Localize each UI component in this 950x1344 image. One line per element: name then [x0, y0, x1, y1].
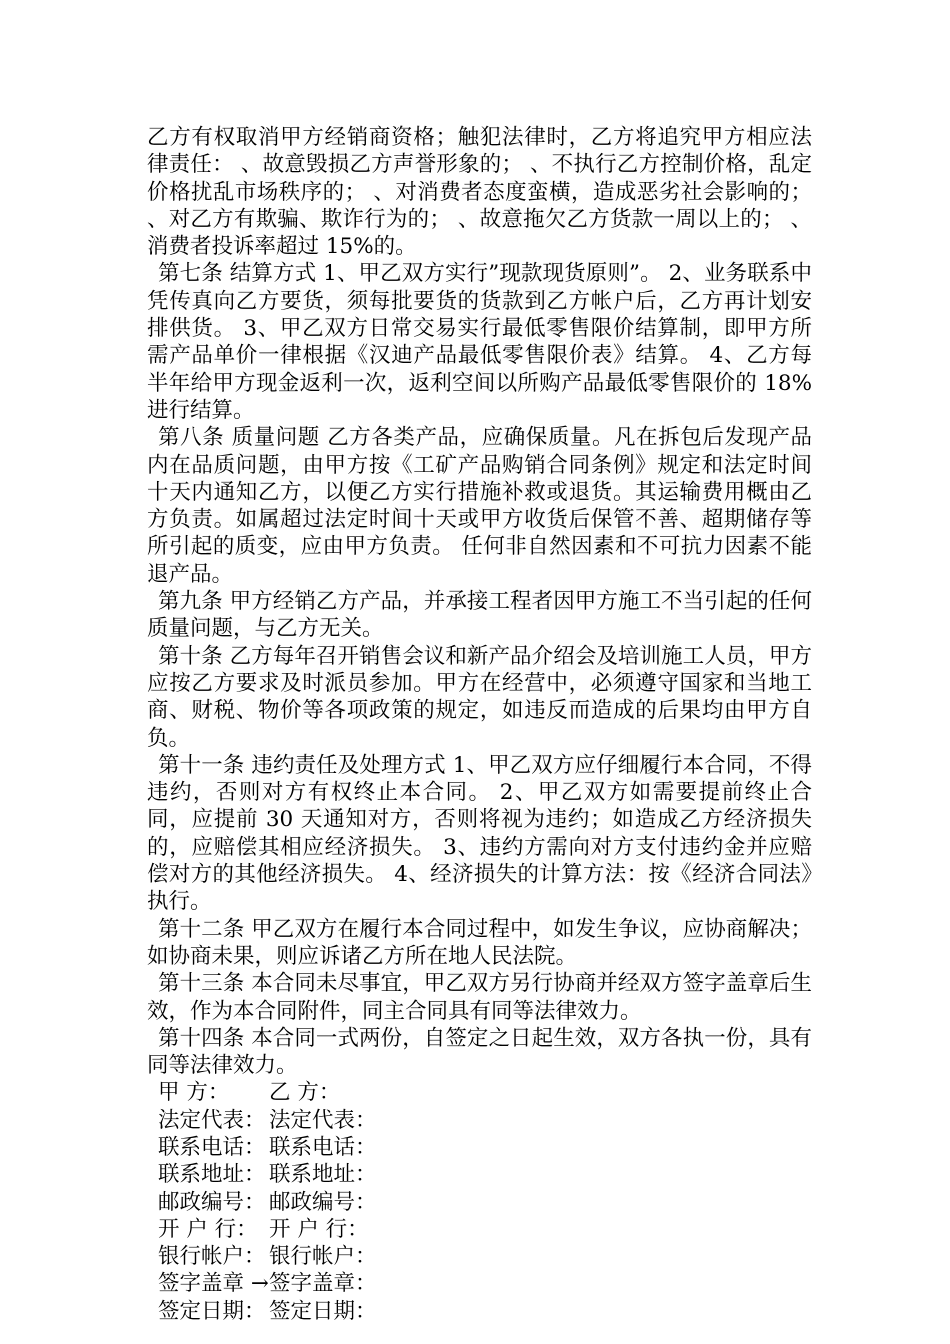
paragraph-article-8-quality: 第八条 质量问题 乙方各类产品，应确保质量。凡在拆包后发现产品内在品质问题，由甲方按《工矿产品购销合同条例》规定和法定时间十天内通知乙方，以便乙方实行措施补救或退货。其运输费用概由乙方负责。如属超过法定时间十天或甲方收货后保管不善、超期储存等所引起的质变，应由甲方负责。 任何非自然因素和不可抗力因素不能退产品。 — [147, 425, 812, 587]
contract-body — [147, 124, 812, 1325]
party-b-phone-label: 联系电话： — [269, 1134, 377, 1160]
signature-row-postcode — [147, 1189, 812, 1216]
paragraph-article-11-breach: 第十一条 违约责任及处理方式 1、甲乙双方应仔细履行本合同，不得违约，否则对方有权终止本合同。 2、甲乙双方如需要提前终止合同，应提前 30 天通知对方，否则将视为违约；如造成乙方经济损失的，应赔偿其相应经济损失。 3、违约方需向对方支付违约金并应赔偿对方的其他经济损失。 4、经济损失的计算方法：按《经济合同法》执行。 — [147, 752, 812, 915]
party-a-phone-label: 联系电话： — [158, 1134, 266, 1160]
signature-row-representative — [147, 1107, 812, 1134]
paragraph-article-13: 第十三条 本合同未尽事宜，甲乙双方另行协商并经双方签字盖章后生效，作为本合同附件，同主合同具有同等法律效力。 — [147, 971, 812, 1024]
signature-row-seal — [147, 1270, 812, 1297]
party-a-postcode-label: 邮政编号： — [158, 1189, 266, 1215]
signature-row-phone — [147, 1134, 812, 1161]
signature-row-address — [147, 1161, 812, 1188]
signature-row-party — [147, 1079, 812, 1106]
party-b-date-label: 签定日期： — [269, 1298, 377, 1324]
paragraph-article-7-settlement: 第七条 结算方式 1、甲乙双方实行”现款现货原则”。 2、业务联系中凭传真向乙方要货，须每批要货的货款到乙方帐户后，乙方再计划安排供货。 3、甲乙双方日常交易实行最低零售限价结算制，即甲方所需产品单价一律根据《汉迪产品最低零售限价表》结算。 4、乙方每半年给甲方现金返利一次，返利空间以所购产品最低零售限价的 18%进行结算。 — [147, 261, 812, 423]
party-a-bank-label: 开 户 行： — [158, 1216, 258, 1242]
party-a-address-label: 联系地址： — [158, 1162, 266, 1188]
paragraph-article-10: 第十条 乙方每年召开销售会议和新产品介绍会及培训施工人员，甲方应按乙方要求及时派员参加。甲方在经营中，必须遵守国家和当地工商、财税、物价等各项政策的规定，如违反而造成的后果均由甲方自负。 — [147, 643, 812, 751]
party-b-account-label: 银行帐户： — [269, 1244, 377, 1270]
signature-row-account — [147, 1243, 812, 1270]
paragraph-rights-termination: 乙方有权取消甲方经销商资格；触犯法律时，乙方将追究甲方相应法律责任： 、故意毁损乙方声誉形象的； 、不执行乙方控制价格，乱定价格扰乱市场秩序的； 、对消费者态度蛮横，造成恶劣社会影响的； 、对乙方有欺骗、欺诈行为的； 、故意拖欠乙方货款一周以上的； 、消费者投诉率超过 15%的。 — [147, 125, 812, 260]
signature-row-bank — [147, 1216, 812, 1243]
signature-row-date — [147, 1298, 812, 1325]
party-b-label: 乙 方： — [269, 1080, 341, 1106]
party-b-postcode-label: 邮政编号： — [269, 1189, 377, 1215]
paragraph-article-12-dispute: 第十二条 甲乙双方在履行本合同过程中，如发生争议，应协商解决；如协商未果，则应诉诸乙方所在地人民法院。 — [147, 916, 812, 969]
party-b-address-label: 联系地址： — [269, 1162, 377, 1188]
paragraph-article-14: 第十四条 本合同一式两份，自签定之日起生效，双方各执一份，具有同等法律效力。 — [147, 1025, 812, 1079]
party-a-account-label: 银行帐户： — [158, 1244, 266, 1270]
party-b-representative-label: 法定代表： — [269, 1107, 377, 1133]
party-a-label: 甲 方： — [158, 1080, 230, 1106]
signature-block — [147, 1079, 812, 1325]
party-b-seal-label: 签字盖章： — [269, 1271, 377, 1297]
party-b-bank-label: 开 户 行： — [269, 1216, 369, 1242]
party-a-date-label: 签定日期： — [158, 1298, 266, 1324]
party-a-representative-label: 法定代表： — [158, 1107, 266, 1133]
paragraph-article-9: 第九条 甲方经销乙方产品，并承接工程者因甲方施工不当引起的任何质量问题，与乙方无关。 — [147, 589, 812, 642]
party-a-seal-label: 签字盖章 → — [158, 1271, 269, 1297]
